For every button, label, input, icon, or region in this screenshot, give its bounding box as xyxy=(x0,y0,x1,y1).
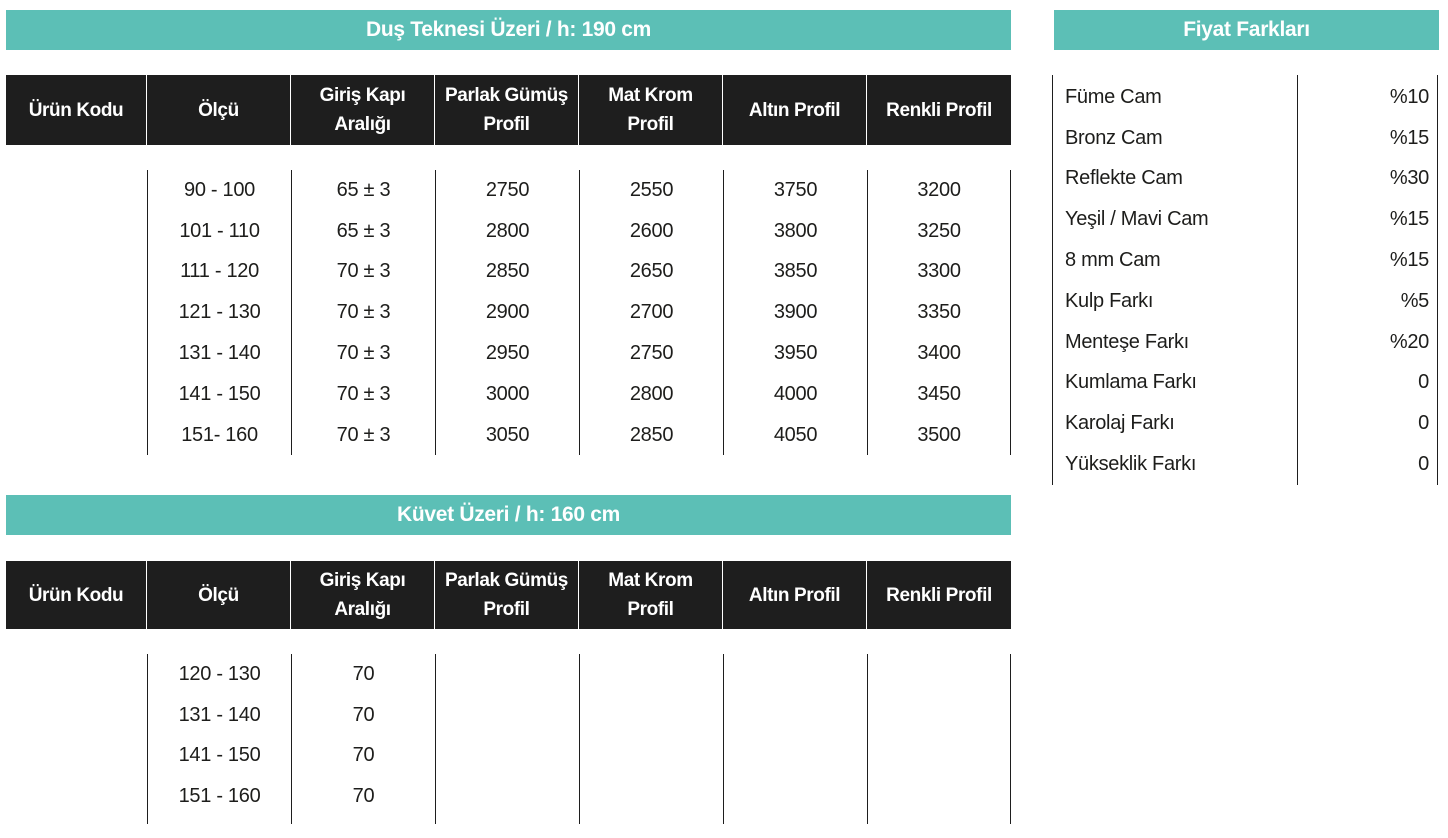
column-header-label: Ölçü xyxy=(198,99,239,121)
price-diff-label: Kumlama Farkı xyxy=(1065,371,1197,394)
table-cell xyxy=(436,695,579,736)
price-diff-value: %20 xyxy=(1389,330,1429,353)
price-diff-value: %30 xyxy=(1389,167,1429,190)
price-diff-row xyxy=(1053,159,1437,200)
table-cell: 3950 xyxy=(773,342,818,365)
table-cell xyxy=(6,695,147,736)
table-cell: 2950 xyxy=(485,342,530,365)
table-cell xyxy=(724,695,867,736)
table-cell: 70 xyxy=(352,785,375,808)
table-cell: 70 xyxy=(352,703,375,726)
column-header xyxy=(291,75,435,145)
price-diff-value: 0 xyxy=(1418,371,1429,394)
column-header xyxy=(867,75,1011,145)
table-column xyxy=(724,654,868,824)
column-header xyxy=(579,561,723,629)
table-cell xyxy=(6,374,147,415)
table-cell xyxy=(6,654,147,695)
column-header xyxy=(6,75,147,145)
price-diff-value: 0 xyxy=(1418,453,1429,476)
column-header xyxy=(723,75,867,145)
table-cell xyxy=(868,695,1010,736)
price-diff-value: %15 xyxy=(1389,126,1429,149)
table-cell xyxy=(436,736,579,777)
table-cell: 141 - 150 xyxy=(178,744,261,767)
price-diff-label: Kulp Farkı xyxy=(1065,289,1154,312)
table-cell xyxy=(436,654,579,695)
price-diff-row xyxy=(1053,77,1437,118)
column-header-label: Profil xyxy=(627,599,674,620)
column-header-label: Giriş Kapı xyxy=(319,85,406,106)
table-cell xyxy=(6,776,147,817)
column-header-label: Giriş Kapı xyxy=(319,570,406,591)
table-cell: 90 - 100 xyxy=(184,178,255,201)
table-cell xyxy=(6,170,147,211)
table-cell: 2850 xyxy=(629,423,674,446)
column-header-label: Mat Krom xyxy=(608,570,693,591)
table-column xyxy=(436,170,580,455)
column-header xyxy=(435,561,579,629)
table-cell xyxy=(6,415,147,456)
price-diff-row xyxy=(1053,363,1437,404)
table-cell: 2700 xyxy=(629,301,674,324)
table-header-shower xyxy=(6,75,1011,145)
table-cell: 141 - 150 xyxy=(178,382,261,405)
column-header-label: Renkli Profil xyxy=(886,584,992,606)
price-diff-label: Karolaj Farkı xyxy=(1065,412,1175,435)
price-diff-value: %15 xyxy=(1389,208,1429,231)
table-cell xyxy=(436,776,579,817)
table-cell: 70 ± 3 xyxy=(336,423,391,446)
table-cell: 3350 xyxy=(917,301,961,324)
table-cell: 111 - 120 xyxy=(180,260,259,283)
table-body-bathtub xyxy=(6,654,1011,824)
price-diff-label: Reflekte Cam xyxy=(1065,167,1183,190)
table-cell: 70 xyxy=(352,662,375,685)
column-header xyxy=(435,75,579,145)
price-diff-label: Yeşil / Mavi Cam xyxy=(1065,208,1209,231)
price-diff-row xyxy=(1053,322,1437,363)
table-cell xyxy=(580,736,723,777)
table-cell: 3850 xyxy=(773,260,818,283)
column-header-label: Aralığı xyxy=(334,599,391,620)
price-diff-row xyxy=(1053,118,1437,159)
table-cell: 2750 xyxy=(629,342,674,365)
table-cell: 3400 xyxy=(917,342,961,365)
table-cell: 121 - 130 xyxy=(178,301,261,324)
table-column xyxy=(580,654,724,824)
column-header-label: Profil xyxy=(483,114,530,135)
table-cell: 3500 xyxy=(917,423,961,446)
table-cell: 2650 xyxy=(629,260,674,283)
table-cell xyxy=(868,776,1010,817)
table-cell: 120 - 130 xyxy=(178,662,261,685)
table-column xyxy=(724,170,868,455)
table-cell xyxy=(868,736,1010,777)
table-cell xyxy=(724,736,867,777)
price-diff-row xyxy=(1053,240,1437,281)
column-header xyxy=(147,75,291,145)
table-cell: 4050 xyxy=(773,423,818,446)
table-cell: 3800 xyxy=(773,219,818,242)
table-cell: 65 ± 3 xyxy=(336,219,391,242)
table-column xyxy=(868,170,1011,455)
column-header-label: Aralığı xyxy=(334,114,391,135)
table-cell: 131 - 140 xyxy=(178,703,261,726)
section-title-bathtub: Küvet Üzeri / h: 160 cm xyxy=(6,495,1011,535)
table-cell: 70 ± 3 xyxy=(336,301,391,324)
price-diff-value: %15 xyxy=(1389,249,1429,272)
table-column xyxy=(148,170,292,455)
column-header-label: Altın Profil xyxy=(748,99,841,121)
column-header-label: Ölçü xyxy=(198,584,239,606)
section-title-shower: Duş Teknesi Üzeri / h: 190 cm xyxy=(6,10,1011,50)
price-diff-row xyxy=(1053,199,1437,240)
column-header xyxy=(147,561,291,629)
column-header-label: Parlak Gümüş xyxy=(445,85,568,106)
price-diff-row xyxy=(1053,281,1437,322)
table-cell xyxy=(580,776,723,817)
table-cell xyxy=(724,654,867,695)
table-cell: 3050 xyxy=(485,423,530,446)
table-cell: 3300 xyxy=(917,260,961,283)
column-header-label: Ürün Kodu xyxy=(28,99,124,121)
table-cell xyxy=(6,736,147,777)
table-cell: 101 - 110 xyxy=(179,219,260,242)
table-cell: 2600 xyxy=(629,219,674,242)
table-cell: 131 - 140 xyxy=(178,342,261,365)
table-cell: 65 ± 3 xyxy=(336,178,391,201)
table-cell xyxy=(6,333,147,374)
column-header xyxy=(6,561,147,629)
price-diff-label: Yükseklik Farkı xyxy=(1065,453,1197,476)
table-cell: 3900 xyxy=(773,301,818,324)
table-cell: 3750 xyxy=(773,178,818,201)
column-header xyxy=(579,75,723,145)
price-diff-row xyxy=(1053,403,1437,444)
table-cell xyxy=(724,776,867,817)
table-cell: 2800 xyxy=(485,219,530,242)
table-cell: 2750 xyxy=(485,178,530,201)
table-cell xyxy=(580,695,723,736)
table-cell: 2900 xyxy=(485,301,530,324)
table-cell xyxy=(6,211,147,252)
price-diff-label: Menteşe Farkı xyxy=(1065,330,1189,353)
table-header-bathtub xyxy=(6,561,1011,629)
price-diff-row xyxy=(1053,444,1437,485)
column-header-label: Ürün Kodu xyxy=(28,584,124,606)
price-diff-title: Fiyat Farkları xyxy=(1054,10,1439,50)
table-column xyxy=(148,654,292,824)
table-cell: 4000 xyxy=(773,382,818,405)
table-cell: 2850 xyxy=(485,260,530,283)
table-cell xyxy=(580,654,723,695)
table-column xyxy=(580,170,724,455)
price-diff-value: %5 xyxy=(1400,289,1429,312)
table-column xyxy=(868,654,1011,824)
column-header-label: Profil xyxy=(483,599,530,620)
column-header-label: Renkli Profil xyxy=(886,99,992,121)
table-cell: 3450 xyxy=(917,382,961,405)
table-cell: 70 xyxy=(352,744,375,767)
column-header xyxy=(291,561,435,629)
table-cell xyxy=(6,252,147,293)
table-column xyxy=(292,654,436,824)
table-cell: 2550 xyxy=(629,178,674,201)
price-diff-table xyxy=(1052,75,1438,485)
column-header-label: Altın Profil xyxy=(748,584,841,606)
price-diff-label: Bronz Cam xyxy=(1065,126,1163,149)
table-column xyxy=(436,654,580,824)
price-diff-label: Füme Cam xyxy=(1065,85,1162,108)
price-diff-value: %10 xyxy=(1389,85,1429,108)
table-cell xyxy=(6,292,147,333)
table-cell: 3000 xyxy=(485,382,530,405)
price-diff-value: 0 xyxy=(1418,412,1429,435)
table-cell: 70 ± 3 xyxy=(336,260,391,283)
price-diff-label: 8 mm Cam xyxy=(1065,249,1161,272)
column-header xyxy=(867,561,1011,629)
table-cell: 2800 xyxy=(629,382,674,405)
table-column xyxy=(6,170,148,455)
table-cell: 151 - 160 xyxy=(178,785,261,808)
table-cell: 3200 xyxy=(917,178,961,201)
column-header-label: Mat Krom xyxy=(608,85,693,106)
table-body-shower xyxy=(6,170,1011,455)
column-header-label: Parlak Gümüş xyxy=(445,570,568,591)
table-cell: 151- 160 xyxy=(181,423,258,446)
column-header xyxy=(723,561,867,629)
table-column xyxy=(6,654,148,824)
column-header-label: Profil xyxy=(627,114,674,135)
table-cell: 70 ± 3 xyxy=(336,382,391,405)
table-cell: 70 ± 3 xyxy=(336,342,391,365)
table-column xyxy=(292,170,436,455)
table-cell xyxy=(868,654,1010,695)
table-cell: 3250 xyxy=(917,219,961,242)
